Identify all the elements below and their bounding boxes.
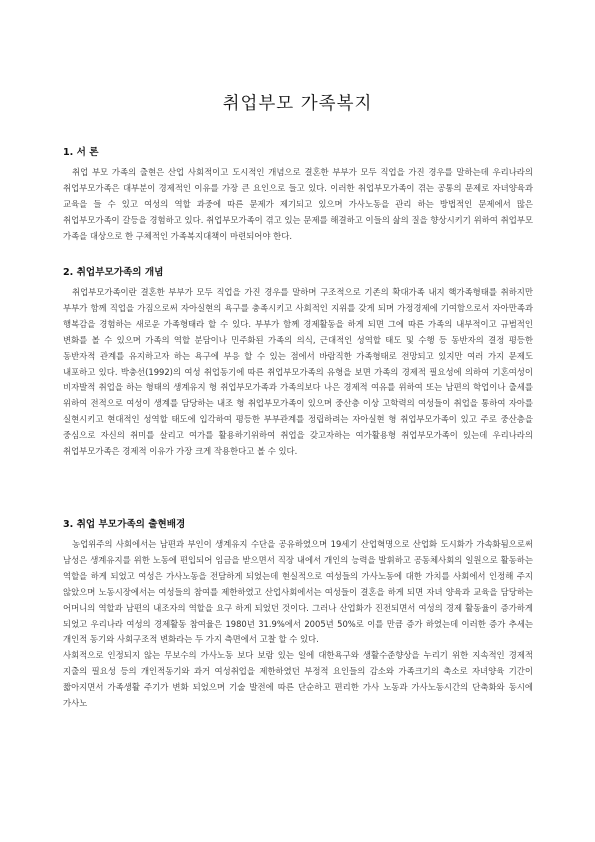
section-background [63, 519, 533, 712]
section-concept [63, 267, 533, 460]
document-title: 취업부모 가족복지 [222, 94, 373, 114]
section-heading: 3. 취업 부모가족의 출현배경 [63, 519, 186, 530]
section-paragraph: 농업위주의 사회에서는 남편과 부인이 생계유지 수단을 공유하였으며 19세기 산업혁명으로 산업화 도시화가 가속화됨으로써 남성은 생계유지를 위한 노동에 편입되어 임금을 받으면서 직장 내에서 개인의 능력을 발휘하고 공동체사회의 일원으로 활동하는 역할을 하게 되었고 여성은 가사노동을 전담하게 되었는데 현실적으로 여성들의 가사노동에 대한 가치를 사회에서 인정해 주지 않았으며 노동시장에서는 여성들의 참여를 제한하였고 산업사회에서는 여성들이 결혼을 하게 되면 자녀 양육과 교육을 담당하는 어머니의 역할과 남편의 내조자의 역할을 요구 하게 되었던 것이다. 그러나 산업화가 진전되면서 여성의 경제 활동율이 증가하게 되었고 우리나라 여성의 경제활동 참여율은 1980년 31.9%에서 2005년 50%로 이를 만큼 증가 하였는데 이러한 증가 추세는 개인적 동기와 사회구조적 변화라는 두 가지 측면에서 고찰 할 수 있다. [63, 539, 533, 645]
section-paragraph: 취업 부모 가족의 출현은 산업 사회적이고 도시적인 개념으로 결혼한 부부가 모두 직업을 가진 경우를 말하는데 우리나라의 취업부모가족은 대부분이 경제적인 이유를 가장 큰 요인으로 들고 있다. 이러한 취업부모가족이 겪는 공통의 문제로 자녀양육과 교육을 들 수 있고 여성의 역할 과중에 따른 문제가 제기되고 있으며 가사노동을 관리 하는 방법적인 문제에서 많은 취업부모가족이 갈등을 경험하고 있다. 취업부모가족이 겪고 있는 문제를 해결하고 이들의 삶의 질을 향상시키기 위하여 취업부모 가족을 대상으로 한 구체적인 가족복지대책이 마련되어야 한다. [63, 167, 533, 241]
section-paragraph: 취업부모가족이란 결혼한 부부가 모두 직업을 가진 경우를 말하며 구조적으로 기존의 확대가족 내지 핵가족형태를 취하지만 부부가 함께 직업을 가짐으로써 자아실현의 욕구를 충족시키고 사회적인 지위를 갖게 되며 가정경제에 기여함으로서 자아만족과 행복감을 경험하는 새로운 가족형태라 할 수 있다. 부부가 함께 경제활동을 하게 되면 그에 따른 가족의 내부적이고 규범적인 변화를 볼 수 있으며 가족의 역할 분담이나 민주화된 가족의 의식, 근대적인 성역할 태도 및 수행 등 동반자의 결정 평등한 동반자적 관계를 유지하고자 하는 욕구에 부응 할 수 있는 점에서 바람직한 가족형태로 전망되고 있지만 여러 가지 문제도 내포하고 있다. 박충선(1992)의 여성 취업동기에 따른 취업부모가족의 유형을 보면 가족의 경제적 필요성에 의하여 기혼여성이 비자발적 취업을 하는 형태의 생계유지 형 취업부모가족과 가족의보다 나은 경제적 여유를 위하여 또는 남편의 학업이나 출세를 위하여 전적으로 여성이 생계를 담당하는 내조 형 취업부모가족이 있으며 중산층 이상 고학력의 여성들이 취업을 통하여 자아를 실현시키고 현대적인 성역할 태도에 입각하여 평등한 부부관계를 정립하려는 자아실현 형 취업부모가족이 있고 주로 중산층을 중심으로 자신의 취미를 살리고 여가를 활용하기위하여 취업을 갖고자하는 여가활용형 취업부모가족이 있는데 우리나라의 취업부모가족은 경제적 이유가 가장 크게 작용한다고 볼 수 있다. [63, 287, 533, 457]
section-heading: 2. 취업부모가족의 개념 [63, 267, 164, 278]
section-paragraph: 사회적으로 인정되지 않는 무보수의 가사노동 보다 보람 있는 일에 대한욕구와 생활수준향상을 누리기 위한 지속적인 경제적 지출의 필요성 등의 개인적동기와 과거 여성취업을 제한하였던 부정적 요인들의 감소와 가족크기의 축소로 자녀양육 기간이 짧아지면서 가족생활 주기가 변화 되었으며 기술 발전에 따른 단순하고 편리한 가사 노동과 가사노동시간의 단축화와 동시에 가사노 [63, 650, 533, 709]
section-introduction [63, 147, 533, 245]
section-heading: 1. 서 론 [63, 147, 99, 158]
